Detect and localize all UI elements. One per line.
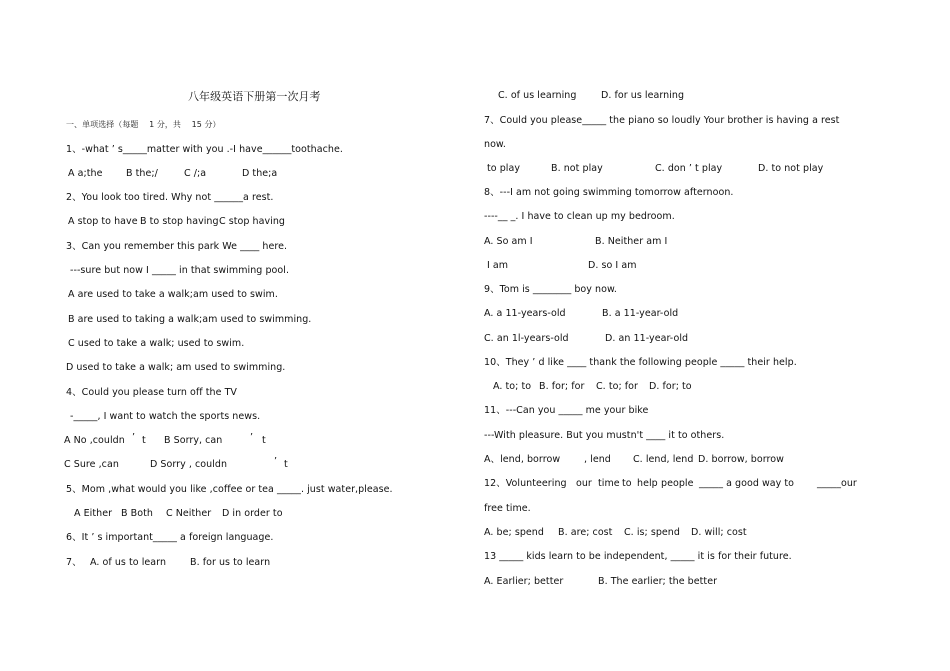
question-3-stem: 3、Can you remember this park We ____ here. bbox=[66, 241, 288, 252]
option-a: A stop to have bbox=[68, 216, 138, 227]
option-c: C stop having bbox=[219, 216, 285, 227]
question-10-stem: 10、They ’ d like ____ thank the following people _____ their help. bbox=[484, 357, 797, 368]
question-7b-stem: 7、Could you please_____ the piano so loudly Your brother is having a rest bbox=[484, 115, 840, 126]
question-9-stem: 9、Tom is ________ boy now. bbox=[484, 284, 617, 295]
option-c: C Sure ,can bbox=[64, 459, 119, 470]
question-11-stem: 11、---Can you _____ me your bike bbox=[484, 405, 649, 416]
question-3-option-b: B are used to taking a walk;am used to swimming. bbox=[68, 314, 312, 325]
page-title: 八年级英语下册第一次月考 bbox=[188, 90, 321, 103]
option-a: A a;the bbox=[68, 168, 103, 179]
option-b: B. for us to learn bbox=[190, 557, 271, 568]
option-a: A Either bbox=[74, 508, 113, 519]
option-c: C. of us learning bbox=[498, 90, 577, 101]
option-c: C. is; spend bbox=[624, 527, 680, 538]
question-4-stem: 4、Could you please turn off the TV bbox=[66, 387, 237, 398]
question-12-line2: free time. bbox=[484, 503, 531, 514]
apostrophe: ’ bbox=[250, 432, 254, 443]
option-d: D. for us learning bbox=[601, 90, 685, 101]
option-d: D. for; to bbox=[649, 381, 692, 392]
option-a: A. of us to learn bbox=[90, 557, 167, 568]
option-d-suffix: t bbox=[284, 459, 288, 470]
question-1-stem: 1、-what ’ s_____matter with you .-I have______toothache. bbox=[66, 144, 343, 155]
question-13-stem: 13 _____ kids learn to be independent, _____ it is for their future. bbox=[484, 551, 792, 562]
stem-part: _____our bbox=[817, 478, 857, 489]
question-4-line2: -_____, I want to watch the sports news. bbox=[70, 411, 261, 422]
option-d: D. so I am bbox=[588, 260, 637, 271]
option-a: A. be; spend bbox=[484, 527, 544, 538]
option-a: A. to; to bbox=[493, 381, 532, 392]
option-b-suffix: t bbox=[262, 435, 266, 446]
stem-part: time bbox=[598, 478, 620, 489]
option-a: to play bbox=[487, 163, 521, 174]
section-heading: 一、单项选择（每题 1 分，共 15 分） bbox=[66, 120, 221, 129]
question-8-line2: ----__ _. I have to clean up my bedroom. bbox=[484, 211, 675, 222]
option-d: D. borrow, borrow bbox=[698, 454, 784, 465]
question-number: 7、 bbox=[66, 557, 82, 568]
option-d: D. an 11-year-old bbox=[605, 333, 689, 344]
option-c: C. don ’ t play bbox=[655, 163, 723, 174]
question-3-option-a: A are used to take a walk;am used to swim. bbox=[68, 289, 278, 300]
apostrophe: ’ bbox=[274, 456, 278, 467]
question-6-stem: 6、It ’ s important_____ a foreign language. bbox=[66, 532, 274, 543]
option-a: A. So am I bbox=[484, 236, 533, 247]
stem-part: people bbox=[661, 478, 694, 489]
question-3-line2: ---sure but now I _____ in that swimming pool. bbox=[70, 265, 290, 276]
option-a: A No ,couldn bbox=[64, 435, 125, 446]
option-c: C /;a bbox=[184, 168, 207, 179]
question-11-line2: ---With pleasure. But you mustn't ____ it to others. bbox=[484, 430, 725, 441]
option-b: B. Neither am I bbox=[595, 236, 668, 247]
stem-part: our bbox=[576, 478, 592, 489]
option-b: B. a 11-year-old bbox=[602, 308, 679, 319]
option-a: A. a 11-years-old bbox=[484, 308, 566, 319]
option-b: B the;/ bbox=[126, 168, 158, 179]
stem-part: to bbox=[622, 478, 632, 489]
option-c: C. an 1l-years-old bbox=[484, 333, 569, 344]
option-c: C. lend, lend bbox=[633, 454, 694, 465]
option-b: B Sorry, can bbox=[164, 435, 223, 446]
question-3-option-c: C used to take a walk; used to swim. bbox=[68, 338, 245, 349]
option-b: B. The earlier; the better bbox=[598, 576, 718, 587]
option-c: I am bbox=[487, 260, 509, 271]
option-d: D. will; cost bbox=[691, 527, 747, 538]
option-b: B. are; cost bbox=[558, 527, 613, 538]
stem-part: _____ a good way to bbox=[699, 478, 795, 489]
question-5-stem: 5、Mom ,what would you like ,coffee or tea _____. just water,please. bbox=[66, 484, 393, 495]
stem-part: 12、Volunteering bbox=[484, 478, 567, 489]
option-b: B. not play bbox=[551, 163, 603, 174]
option-c: C Neither bbox=[166, 508, 212, 519]
question-8-stem: 8、---I am not going swimming tomorrow afternoon. bbox=[484, 187, 734, 198]
question-7b-line2: now. bbox=[484, 139, 506, 150]
option-b: B. for; for bbox=[539, 381, 585, 392]
option-d: D the;a bbox=[242, 168, 278, 179]
option-b: B Both bbox=[121, 508, 153, 519]
option-b: , lend bbox=[584, 454, 611, 465]
apostrophe: ’ bbox=[132, 432, 136, 443]
question-3-option-d: D used to take a walk; am used to swimming. bbox=[66, 362, 286, 373]
option-a-suffix: t bbox=[142, 435, 146, 446]
option-a: A. Earlier; better bbox=[484, 576, 564, 587]
option-d: D Sorry , couldn bbox=[150, 459, 228, 470]
stem-part: help bbox=[637, 478, 658, 489]
question-2-stem: 2、You look too tired. Why not ______a rest. bbox=[66, 192, 274, 203]
option-a: A、lend, borrow bbox=[484, 454, 561, 465]
option-b: B to stop having bbox=[140, 216, 219, 227]
option-d: D in order to bbox=[222, 508, 283, 519]
option-d: D. to not play bbox=[758, 163, 824, 174]
option-c: C. to; for bbox=[596, 381, 638, 392]
